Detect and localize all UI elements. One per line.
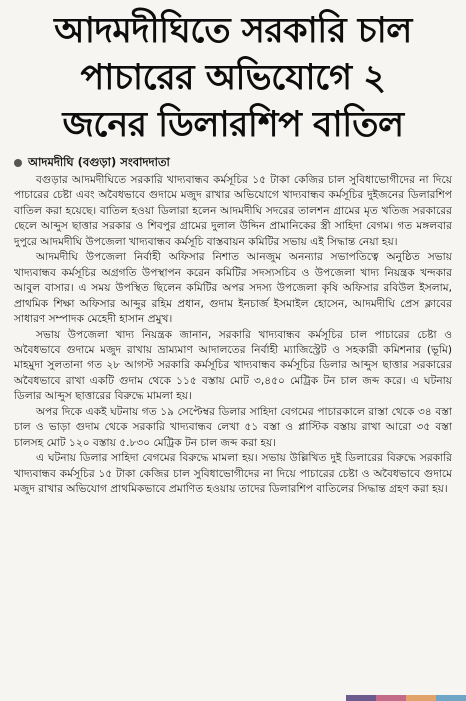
byline-text: আদমদীঘি (বগুড়া) সংবাদদাতা	[28, 154, 170, 169]
paragraph-5: এ ঘটনায় ডিলার সাহিদা বেগমের বিরুদ্ধে মামলা হয়। সভায় উল্লিখিত দুই ডিলারের বিরুদ্ধে সরকারি খাদ্যবান্ধব কর্মসূচির ১৫ টাকা কেজির চাল সুবিধাভোগীদের না দিয়ে পাচারের চেষ্টা ও অবৈধভাবে গুদামে মজুদ রাখার অভিযোগ প্রাথমিকভাবে প্রমাণিত হওয়ায় তাদের ডিলারশিপ বাতিলের সিদ্ধান্ত গ্রহণ করা হয়।	[14, 452, 452, 496]
strip-segment	[376, 695, 406, 701]
strip-segment	[406, 695, 436, 701]
paragraph-3: সভায় উপজেলা খাদ্য নিয়ন্ত্রক জানান, সরকারি খাদ্যবান্ধব কর্মসূচির চাল পাচারের চেষ্টা ও অবৈধভাবে গুদামে মজুদ রাখায় ভ্রাম্যমাণ আদালতের নির্বাহী ম্যাজিস্ট্রেট ও সহকারী কমিশনার (ভূমি) মাহমুদা সুলতানা গত ২৮ আগস্ট সরকারি কর্মসূচির খাদ্যবান্ধব কর্মসূচির ডিলার আব্দুস ছাত্তার সরকারের অবৈধভাবে রাখা একটি গুদাম থেকে ১১৫ বস্তায় মোট ৩,৪৫০ মেট্রিক টন চাল জব্দ করে। এ ঘটনায় ডিলার আব্দুস ছাত্তারের বিরুদ্ধে মামলা হয়।	[14, 328, 452, 403]
paragraph-2: আদমদীঘি উপজেলা নির্বাহী অফিসার নিশাত আনজুম অনন্যার সভাপতিত্বে অনুষ্ঠিত সভায় খাদ্যবান্ধব কর্মসূচির অগ্রগতি উপস্থাপন করেন কমিটির সদস্যসচিব ও উপজেলা খাদ্য নিয়ন্ত্রক খন্দকার আবুল বাসার। এ সময় উপস্থিত ছিলেন কমিটির অপর সদস্য উপজেলা কৃষি অফিসার রবিউল ইসলাম, প্রাথমিক শিক্ষা অফিসার আব্দুর রহিম প্রধান, গুদাম ইনচার্জ ইসমাইল হোসেন, আদমদীঘি প্রেস ক্লাবের সাধারণ সম্পাদক মেহেদী হাসান প্রমুখ।	[14, 251, 452, 326]
headline-line-3: জনের ডিলারশিপ বাতিল	[62, 105, 404, 145]
article-body	[14, 173, 452, 498]
paragraph-1: বগুড়ার আদমদীঘিতে সরকারি খাদ্যবান্ধব কর্মসূচির ১৫ টাকা কেজির চাল সুবিধাভোগীদের না দিয়ে পাচারের চেষ্টা এবং অবৈধভাবে গুদামে মজুদ রাখার অভিযোগে খাদ্যবান্ধব কর্মসূচির দুইজনের ডিলারশিপ বাতিল করা হয়েছে। বাতিল হওয়া ডিলারা হলেন আদমদীঘি সদরের তালশন গ্রামের মৃত খতিজ সরকারের ছেলে আব্দুস ছাত্তার সরকার ও শিবপুর গ্রামের দুলাল উদ্দিন প্রামানিকের স্ত্রী সাহিদা বেগম। গত মঙ্গলবার দুপুরে আদমদীঘি উপজেলা খাদ্যবান্ধব কর্মসূচি বাস্তবায়ন কমিটির সভায় এই সিদ্ধান্ত নেয়া হয়।	[14, 174, 452, 248]
headline-line-1: আদমদীঘিতে সরকারি চাল	[54, 11, 412, 51]
strip-segment	[436, 695, 466, 701]
headline-line-2: পাচারের অভিযোগে ২	[80, 58, 386, 98]
byline	[14, 155, 452, 171]
headline	[6, 8, 460, 149]
color-strip	[346, 695, 466, 701]
paragraph-4: অপর দিকে একই ঘটনায় গত ১৯ সেপ্টেম্বর ডিলার সাহিদা বেগমের পাচারকালে রাস্তা থেকে ৩৪ বস্তা চাল ও ভাড়া গুদাম থেকে সরকারি খাদ্যবান্ধব লেখা ৫১ বস্তা ও প্লাস্টিক বস্তায় রাখা আরো ৩৫ বস্তা চালসহ মোট ১২০ বস্তায় ৫.৮৩০ মেট্রিক টন চাল জব্দ করা হয়।	[14, 405, 452, 449]
bullet-icon	[14, 159, 22, 167]
strip-segment	[346, 695, 376, 701]
